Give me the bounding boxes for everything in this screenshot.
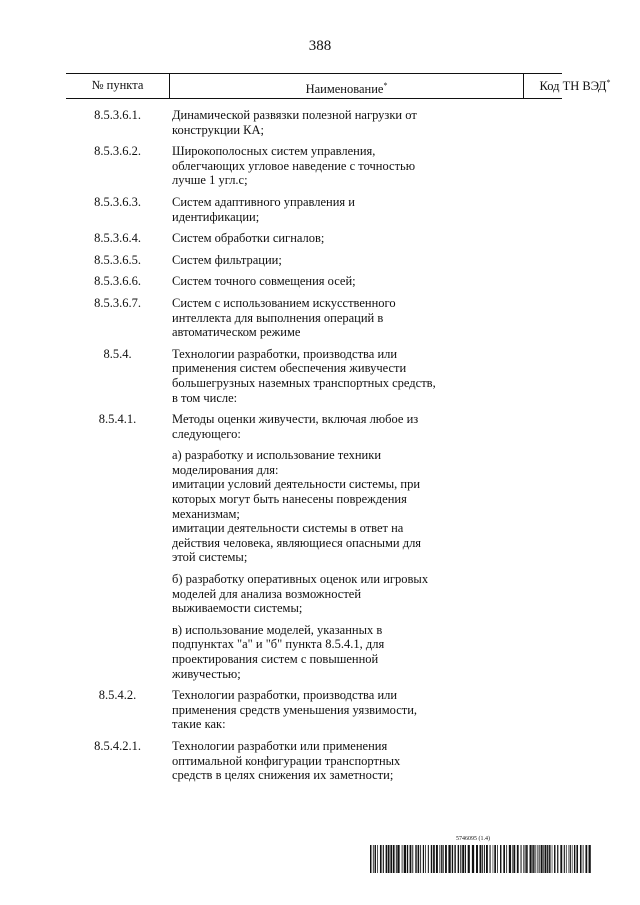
barcode-bar xyxy=(386,845,388,873)
barcode-bar xyxy=(423,845,424,873)
barcode-bar xyxy=(521,845,522,873)
barcode-bar xyxy=(512,845,513,873)
barcode-bar xyxy=(404,845,406,873)
barcode-bar xyxy=(393,845,395,873)
item-text: Систем фильтрации; xyxy=(172,252,282,267)
item-text: Методы оценки живучести, включая любое из следующего: xyxy=(172,412,419,441)
barcode-bar xyxy=(439,845,440,873)
item-number: 8.5.3.6.1. xyxy=(94,108,141,122)
item-number: 8.5.3.6.3. xyxy=(94,194,141,209)
header-col-number: № пункта xyxy=(91,78,144,92)
table-row xyxy=(66,412,562,441)
barcode-bar xyxy=(500,845,501,873)
barcode-bar xyxy=(383,845,384,873)
barcode-bar xyxy=(526,845,528,873)
sub-item-line: а) разработку и использование техники моделирования для: xyxy=(172,448,382,477)
barcode-bar xyxy=(476,845,478,873)
barcode-bar xyxy=(589,845,591,873)
sub-item xyxy=(172,623,442,681)
barcode-bar xyxy=(554,845,555,873)
barcode-bar xyxy=(445,845,447,873)
barcode-bar xyxy=(443,845,444,873)
barcode-bar xyxy=(486,845,488,873)
barcode-bar xyxy=(428,845,429,873)
item-text: Систем адаптивного управления и идентификации; xyxy=(172,194,355,224)
sub-item-line: в) использование моделей, указанных в подпунктах "а" и "б" пункта 8.5.4.1, для проектирования систем с повышенной живучестью; xyxy=(172,622,385,681)
barcode-bar xyxy=(580,845,582,873)
sub-item-line: имитации условий деятельности системы, при которых могут быть нанесены повреждения механизмам; xyxy=(172,477,421,521)
barcode-bar xyxy=(569,845,570,873)
item-number: 8.5.3.6.5. xyxy=(94,252,141,267)
barcode-bar xyxy=(549,845,550,873)
item-text: Технологии разработки или применения оптимальной конфигурации транспортных средств в целях снижения их заметности; xyxy=(172,738,401,783)
barcode-bar xyxy=(410,845,412,873)
barcode-bar xyxy=(552,845,553,873)
barcode-bar xyxy=(509,845,511,873)
table-row xyxy=(66,347,562,405)
table-row xyxy=(66,688,562,732)
barcode-bar xyxy=(547,845,548,873)
barcode-bar xyxy=(479,845,481,873)
barcode-bar xyxy=(545,845,547,873)
barcode-image xyxy=(370,845,592,873)
barcode-bar xyxy=(452,845,453,873)
barcode-bar xyxy=(570,845,571,873)
barcode-bar xyxy=(397,845,399,873)
barcode-bar xyxy=(484,845,485,873)
barcode-bar xyxy=(436,845,438,873)
barcode-bar xyxy=(380,845,382,873)
barcode-bar xyxy=(517,845,519,873)
barcode-bar xyxy=(493,845,494,873)
barcode-bar xyxy=(543,845,544,873)
table-row xyxy=(66,296,562,340)
item-number: 8.5.4.1. xyxy=(98,412,137,427)
barcode-bar xyxy=(572,845,573,873)
item-text: Динамической развязки полезной нагрузки от конструкции КА; xyxy=(172,108,417,137)
barcode-bar xyxy=(539,845,540,873)
barcode-bar xyxy=(431,845,432,873)
barcode-bar xyxy=(530,845,532,873)
barcode-bar xyxy=(425,845,426,873)
barcode-bar xyxy=(407,845,408,873)
barcode-bar xyxy=(377,845,378,873)
barcode-bar xyxy=(420,845,421,873)
item-number: 8.5.3.6.2. xyxy=(94,144,141,159)
item-text: Технологии разработки, производства или применения средств уменьшения уязвимости, такие как: xyxy=(172,688,418,732)
barcode-bar xyxy=(503,845,505,873)
barcode-bar xyxy=(506,845,507,873)
page-number: 388 xyxy=(308,38,332,54)
barcode-bar xyxy=(532,845,533,873)
table-row xyxy=(66,253,562,268)
table-row xyxy=(66,108,562,137)
item-text: Технологии разработки, производства или применения систем обеспечения живучести большегрузных наземных транспортных средств, в том числе: xyxy=(172,346,436,405)
table-header xyxy=(66,73,611,99)
barcode-bar xyxy=(583,845,584,873)
barcode-bar xyxy=(557,845,558,873)
barcode-bar xyxy=(537,845,538,873)
barcode-bar xyxy=(402,845,403,873)
item-number: 8.5.3.6.7. xyxy=(94,295,141,310)
barcode-bar xyxy=(448,845,450,873)
sub-item xyxy=(172,572,442,616)
barcode-bar xyxy=(490,845,491,873)
table-row xyxy=(66,274,562,289)
barcode-bar xyxy=(458,845,459,873)
barcode-bar xyxy=(574,845,575,873)
barcode-bar xyxy=(494,845,496,873)
barcode-bar xyxy=(375,845,376,873)
barcode-bar xyxy=(460,845,461,873)
barcode-bar xyxy=(418,845,420,873)
barcode-bar xyxy=(560,845,562,873)
table-row xyxy=(66,195,562,224)
header-col-code xyxy=(522,78,628,94)
item-text: Систем точного совмещения осей; xyxy=(172,274,356,289)
table-row xyxy=(66,739,562,783)
barcode-bar xyxy=(482,845,483,873)
item-text: Систем с использованием искусственного интеллекта для выполнения операций в автоматическом режиме xyxy=(172,295,396,340)
barcode-bar xyxy=(472,845,474,873)
barcode-bar xyxy=(396,845,397,873)
barcode-bar xyxy=(525,845,526,873)
item-text: Систем обработки сигналов; xyxy=(172,231,325,246)
barcode-bar xyxy=(566,845,567,873)
barcode-bar xyxy=(564,845,565,873)
barcode-bar xyxy=(373,845,374,873)
footnote-star: * xyxy=(606,78,611,87)
item-number: 8.5.3.6.4. xyxy=(94,231,141,246)
header-col-code-label: Код ТН ВЭД xyxy=(539,79,607,94)
barcode-bar xyxy=(513,845,515,873)
barcode-bar xyxy=(415,845,416,873)
table-row xyxy=(66,144,562,188)
header-col-name-label: Наименование xyxy=(305,82,384,97)
barcode-bar xyxy=(468,845,470,873)
footnote-star: * xyxy=(383,81,388,90)
table-body xyxy=(66,108,562,790)
barcode-bar xyxy=(441,845,442,873)
sub-item-line: б) разработку оперативных оценок или игровых моделей для анализа возможностей выживаемости системы; xyxy=(172,572,429,616)
barcode-label: 5746095 (1.4) xyxy=(456,836,490,842)
barcode-bar xyxy=(433,845,435,873)
barcode-bar xyxy=(465,845,466,873)
sub-item xyxy=(172,448,442,565)
item-number: 8.5.4.2. xyxy=(98,688,137,703)
barcode-bar xyxy=(534,845,535,873)
barcode-bar xyxy=(585,845,587,873)
barcode-bar xyxy=(497,845,498,873)
item-number: 8.5.4. xyxy=(103,346,132,361)
barcode-bar xyxy=(523,845,524,873)
table-row xyxy=(66,231,562,246)
item-number: 8.5.3.6.6. xyxy=(94,274,141,289)
item-text: Широкополосных систем управления, облегчающих угловое наведение с точностью лучше 1 угл.с; xyxy=(172,144,416,188)
barcode-bar xyxy=(462,845,464,873)
barcode-bar xyxy=(388,845,389,873)
barcode-bar xyxy=(412,845,413,873)
header-col-name xyxy=(169,74,524,98)
barcode-bar xyxy=(576,845,578,873)
sub-item-line: имитации деятельности системы в ответ на действия человека, являющиеся опасными для этой системы; xyxy=(172,521,422,565)
barcode-bar xyxy=(541,845,543,873)
barcode-bar xyxy=(390,845,392,873)
barcode-bar xyxy=(454,845,455,873)
item-number: 8.5.4.2.1. xyxy=(94,738,141,753)
barcode-bar xyxy=(370,845,371,873)
